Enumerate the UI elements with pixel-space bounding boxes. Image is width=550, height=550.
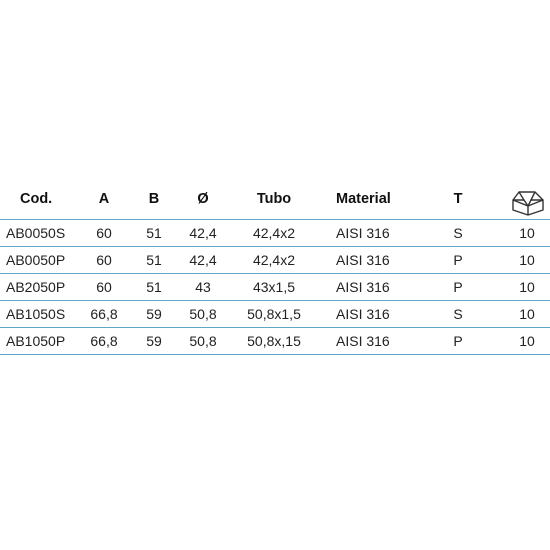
cell-cod: AB1050S — [6, 306, 66, 322]
cell-qty: 10 — [519, 279, 535, 295]
cell-cod: AB0050S — [6, 225, 66, 241]
cell-diameter: 42,4 — [189, 252, 217, 268]
header-material: Material — [336, 191, 391, 207]
table-row — [0, 328, 550, 355]
cell-a: 60 — [96, 252, 112, 268]
cell-material: AISI 316 — [336, 279, 390, 295]
cell-b: 51 — [146, 279, 162, 295]
header-tubo: Tubo — [256, 191, 292, 207]
cell-qty: 10 — [519, 252, 535, 268]
cell-qty: 10 — [519, 333, 535, 349]
cell-qty: 10 — [519, 225, 535, 241]
cell-qty: 10 — [519, 306, 535, 322]
cell-a: 60 — [96, 225, 112, 241]
cell-tubo: 50,8x1,5 — [247, 306, 301, 322]
box-icon — [509, 188, 547, 216]
table-row — [0, 220, 550, 247]
cell-a: 66,8 — [90, 333, 118, 349]
table-row — [0, 274, 550, 301]
cell-a: 60 — [96, 279, 112, 295]
header-diameter: Ø — [197, 191, 209, 207]
header-b: B — [148, 191, 160, 207]
cell-tubo: 50,8x,15 — [247, 333, 301, 349]
cell-material: AISI 316 — [336, 252, 390, 268]
cell-diameter: 50,8 — [189, 306, 217, 322]
table-row — [0, 301, 550, 328]
cell-b: 59 — [146, 333, 162, 349]
cell-t: P — [453, 333, 463, 349]
cell-tubo: 43x1,5 — [252, 279, 296, 295]
cell-material: AISI 316 — [336, 306, 390, 322]
cell-cod: AB1050P — [6, 333, 66, 349]
cell-t: P — [453, 279, 463, 295]
table-row — [0, 247, 550, 274]
spec-table — [0, 186, 550, 355]
header-a: A — [98, 191, 110, 207]
cell-a: 66,8 — [90, 306, 118, 322]
cell-cod: AB0050P — [6, 252, 66, 268]
cell-t: S — [453, 225, 463, 241]
cell-cod: AB2050P — [6, 279, 66, 295]
cell-diameter: 50,8 — [189, 333, 217, 349]
cell-tubo: 42,4x2 — [252, 252, 296, 268]
cell-t: P — [453, 252, 463, 268]
table-header — [0, 186, 550, 220]
cell-t: S — [453, 306, 463, 322]
cell-b: 51 — [146, 225, 162, 241]
header-t: T — [453, 191, 463, 207]
cell-b: 59 — [146, 306, 162, 322]
cell-diameter: 42,4 — [189, 225, 217, 241]
header-cod: Cod. — [20, 191, 53, 207]
cell-b: 51 — [146, 252, 162, 268]
cell-material: AISI 316 — [336, 225, 390, 241]
cell-material: AISI 316 — [336, 333, 390, 349]
cell-tubo: 42,4x2 — [252, 225, 296, 241]
cell-diameter: 43 — [195, 279, 211, 295]
